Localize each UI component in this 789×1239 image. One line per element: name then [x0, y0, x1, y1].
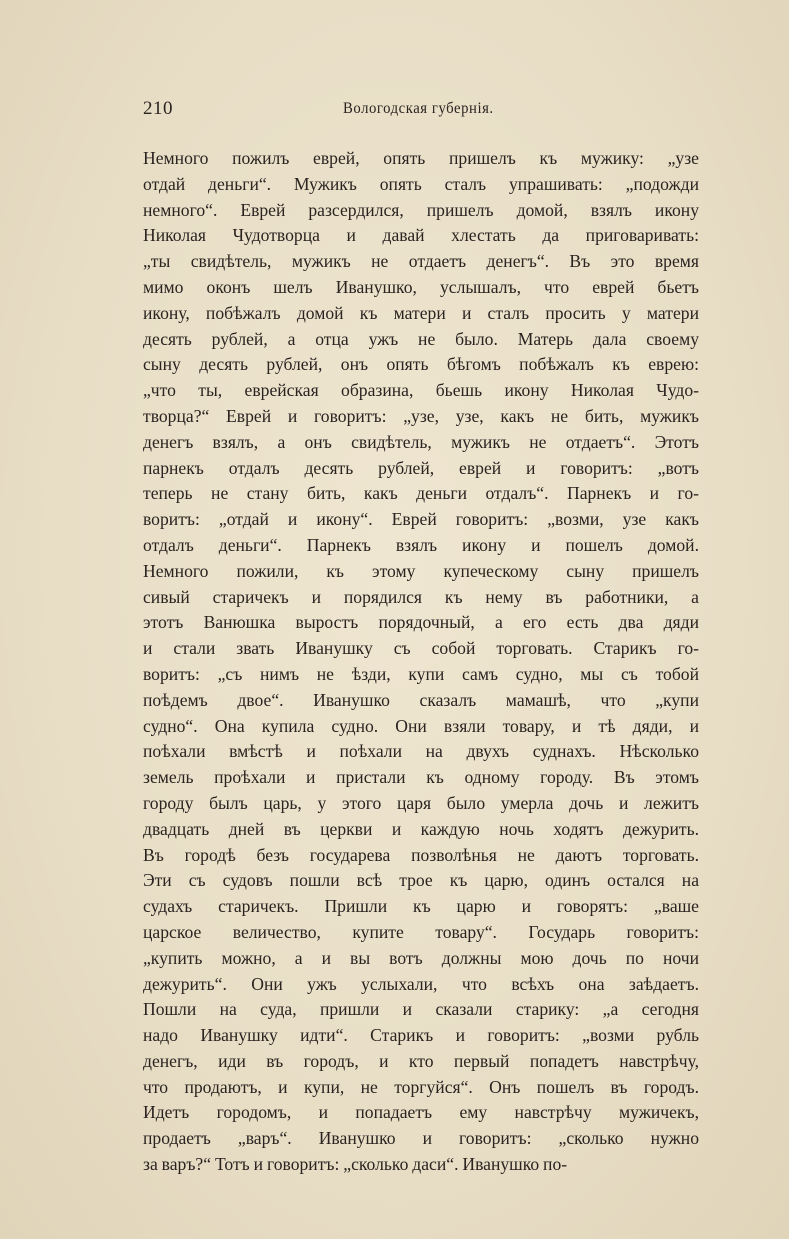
text-line: немного“. Еврей разсердился, пришелъ домой, взялъ икону — [143, 199, 699, 220]
text-line: за варъ?“ Тотъ и говоритъ: „сколько даси“. Иванушко по- — [143, 1154, 568, 1175]
text-line: царское величество, купите товару“. Государь говоритъ: — [143, 921, 699, 942]
text-line: Николая Чудотворца и давай хлестать да приговаривать: — [143, 225, 699, 246]
text-line: мимо оконъ шелъ Иванушко, услышалъ, что еврей бьетъ — [143, 276, 699, 297]
text-line: земель проѣхали и пристали къ одному городу. Въ этомъ — [143, 767, 699, 788]
text-line: двадцать дней въ церкви и каждую ночь ходятъ дежурить. — [143, 818, 699, 839]
text-line: сивый старичекъ и порядился къ нему въ работники, а — [143, 586, 699, 607]
text-line: судахъ старичекъ. Пришли къ царю и говорятъ: „ваше — [143, 896, 699, 917]
text-line: отдалъ деньги“. Парнекъ взялъ икону и пошелъ домой. — [143, 534, 699, 555]
text-line: городу былъ царь, у этого царя было умерла дочь и лежитъ — [143, 792, 699, 813]
text-line: творца?“ Еврей и говоритъ: „узе, узе, какъ не бить, мужикъ — [143, 405, 699, 426]
text-line: этотъ Ванюшка выростъ порядочный, а его есть два дяди — [143, 612, 699, 633]
text-line: надо Иванушку идти“. Старикъ и говоритъ: „возми рубль — [143, 1025, 699, 1046]
text-line: десять рублей, а отца ужъ не было. Матерь дала своему — [143, 328, 699, 349]
text-line: поѣдемъ двое“. Иванушко сказалъ мамашѣ, что „купи — [143, 689, 699, 710]
text-line: дежурить“. Они ужъ услыхали, что всѣхъ она заѣдаетъ. — [143, 973, 699, 994]
text-line: воритъ: „отдай и икону“. Еврей говоритъ: „возми, узе какъ — [143, 509, 699, 530]
text-line: денегъ, иди въ городъ, и кто первый попадетъ навстрѣчу, — [143, 1050, 699, 1071]
text-line: сыну десять рублей, онъ опять бѣгомъ побѣжалъ къ еврею: — [143, 354, 699, 375]
body-text — [143, 146, 699, 1178]
text-line: Идетъ городомъ, и попадаетъ ему навстрѣчу мужичекъ, — [143, 1102, 699, 1123]
text-line: „ты свидѣтель, мужикъ не отдаетъ денегъ“. Въ это время — [143, 251, 699, 272]
page-header — [143, 98, 699, 124]
text-line: „купить можно, а и вы вотъ должны мою дочь по ночи — [143, 947, 699, 968]
running-title: Вологодская губернія. — [343, 100, 494, 117]
text-line: воритъ: „съ нимъ не ѣзди, купи самъ судно, мы съ тобой — [143, 663, 699, 684]
text-line: Эти съ судовъ пошли всѣ трое къ царю, одинъ остался на — [143, 870, 699, 891]
text-line: отдай деньги“. Мужикъ опять сталъ упрашивать: „подожди — [143, 173, 699, 194]
text-line: Немного пожилъ еврей, опять пришелъ къ мужику: „узе — [143, 148, 699, 168]
text-line: Немного пожили, къ этому купеческому сыну пришелъ — [143, 560, 699, 581]
text-line: поѣхали вмѣстѣ и поѣхали на двухъ суднахъ. Нѣсколько — [143, 741, 699, 762]
text-line: икону, побѣжалъ домой къ матери и сталъ просить у матери — [143, 302, 699, 323]
text-line: парнекъ отдалъ десять рублей, еврей и говоритъ: „вотъ — [143, 457, 699, 478]
text-line: теперь не стану бить, какъ деньги отдалъ“. Парнекъ и го- — [143, 483, 699, 504]
text-line: и стали звать Иванушку съ собой торговать. Старикъ го- — [143, 638, 699, 659]
text-line: судно“. Она купила судно. Они взяли товару, и тѣ дяди, и — [143, 715, 699, 736]
text-line: что продаютъ, и купи, не торгуйся“. Онъ пошелъ въ городъ. — [143, 1076, 699, 1097]
text-line: Въ городѣ безъ государева позволѣнья не даютъ торговать. — [143, 844, 699, 865]
page-number: 210 — [143, 98, 173, 119]
text-line: „что ты, еврейская образина, бьешь икону Николая Чудо- — [143, 380, 699, 401]
text-line: денегъ взялъ, а онъ свидѣтель, мужикъ не отдаетъ“. Этотъ — [143, 431, 699, 452]
text-line: Пошли на суда, пришли и сказали старику: „а сегодня — [143, 999, 699, 1020]
text-line: продаетъ „варъ“. Иванушко и говоритъ: „сколько нужно — [143, 1128, 699, 1149]
